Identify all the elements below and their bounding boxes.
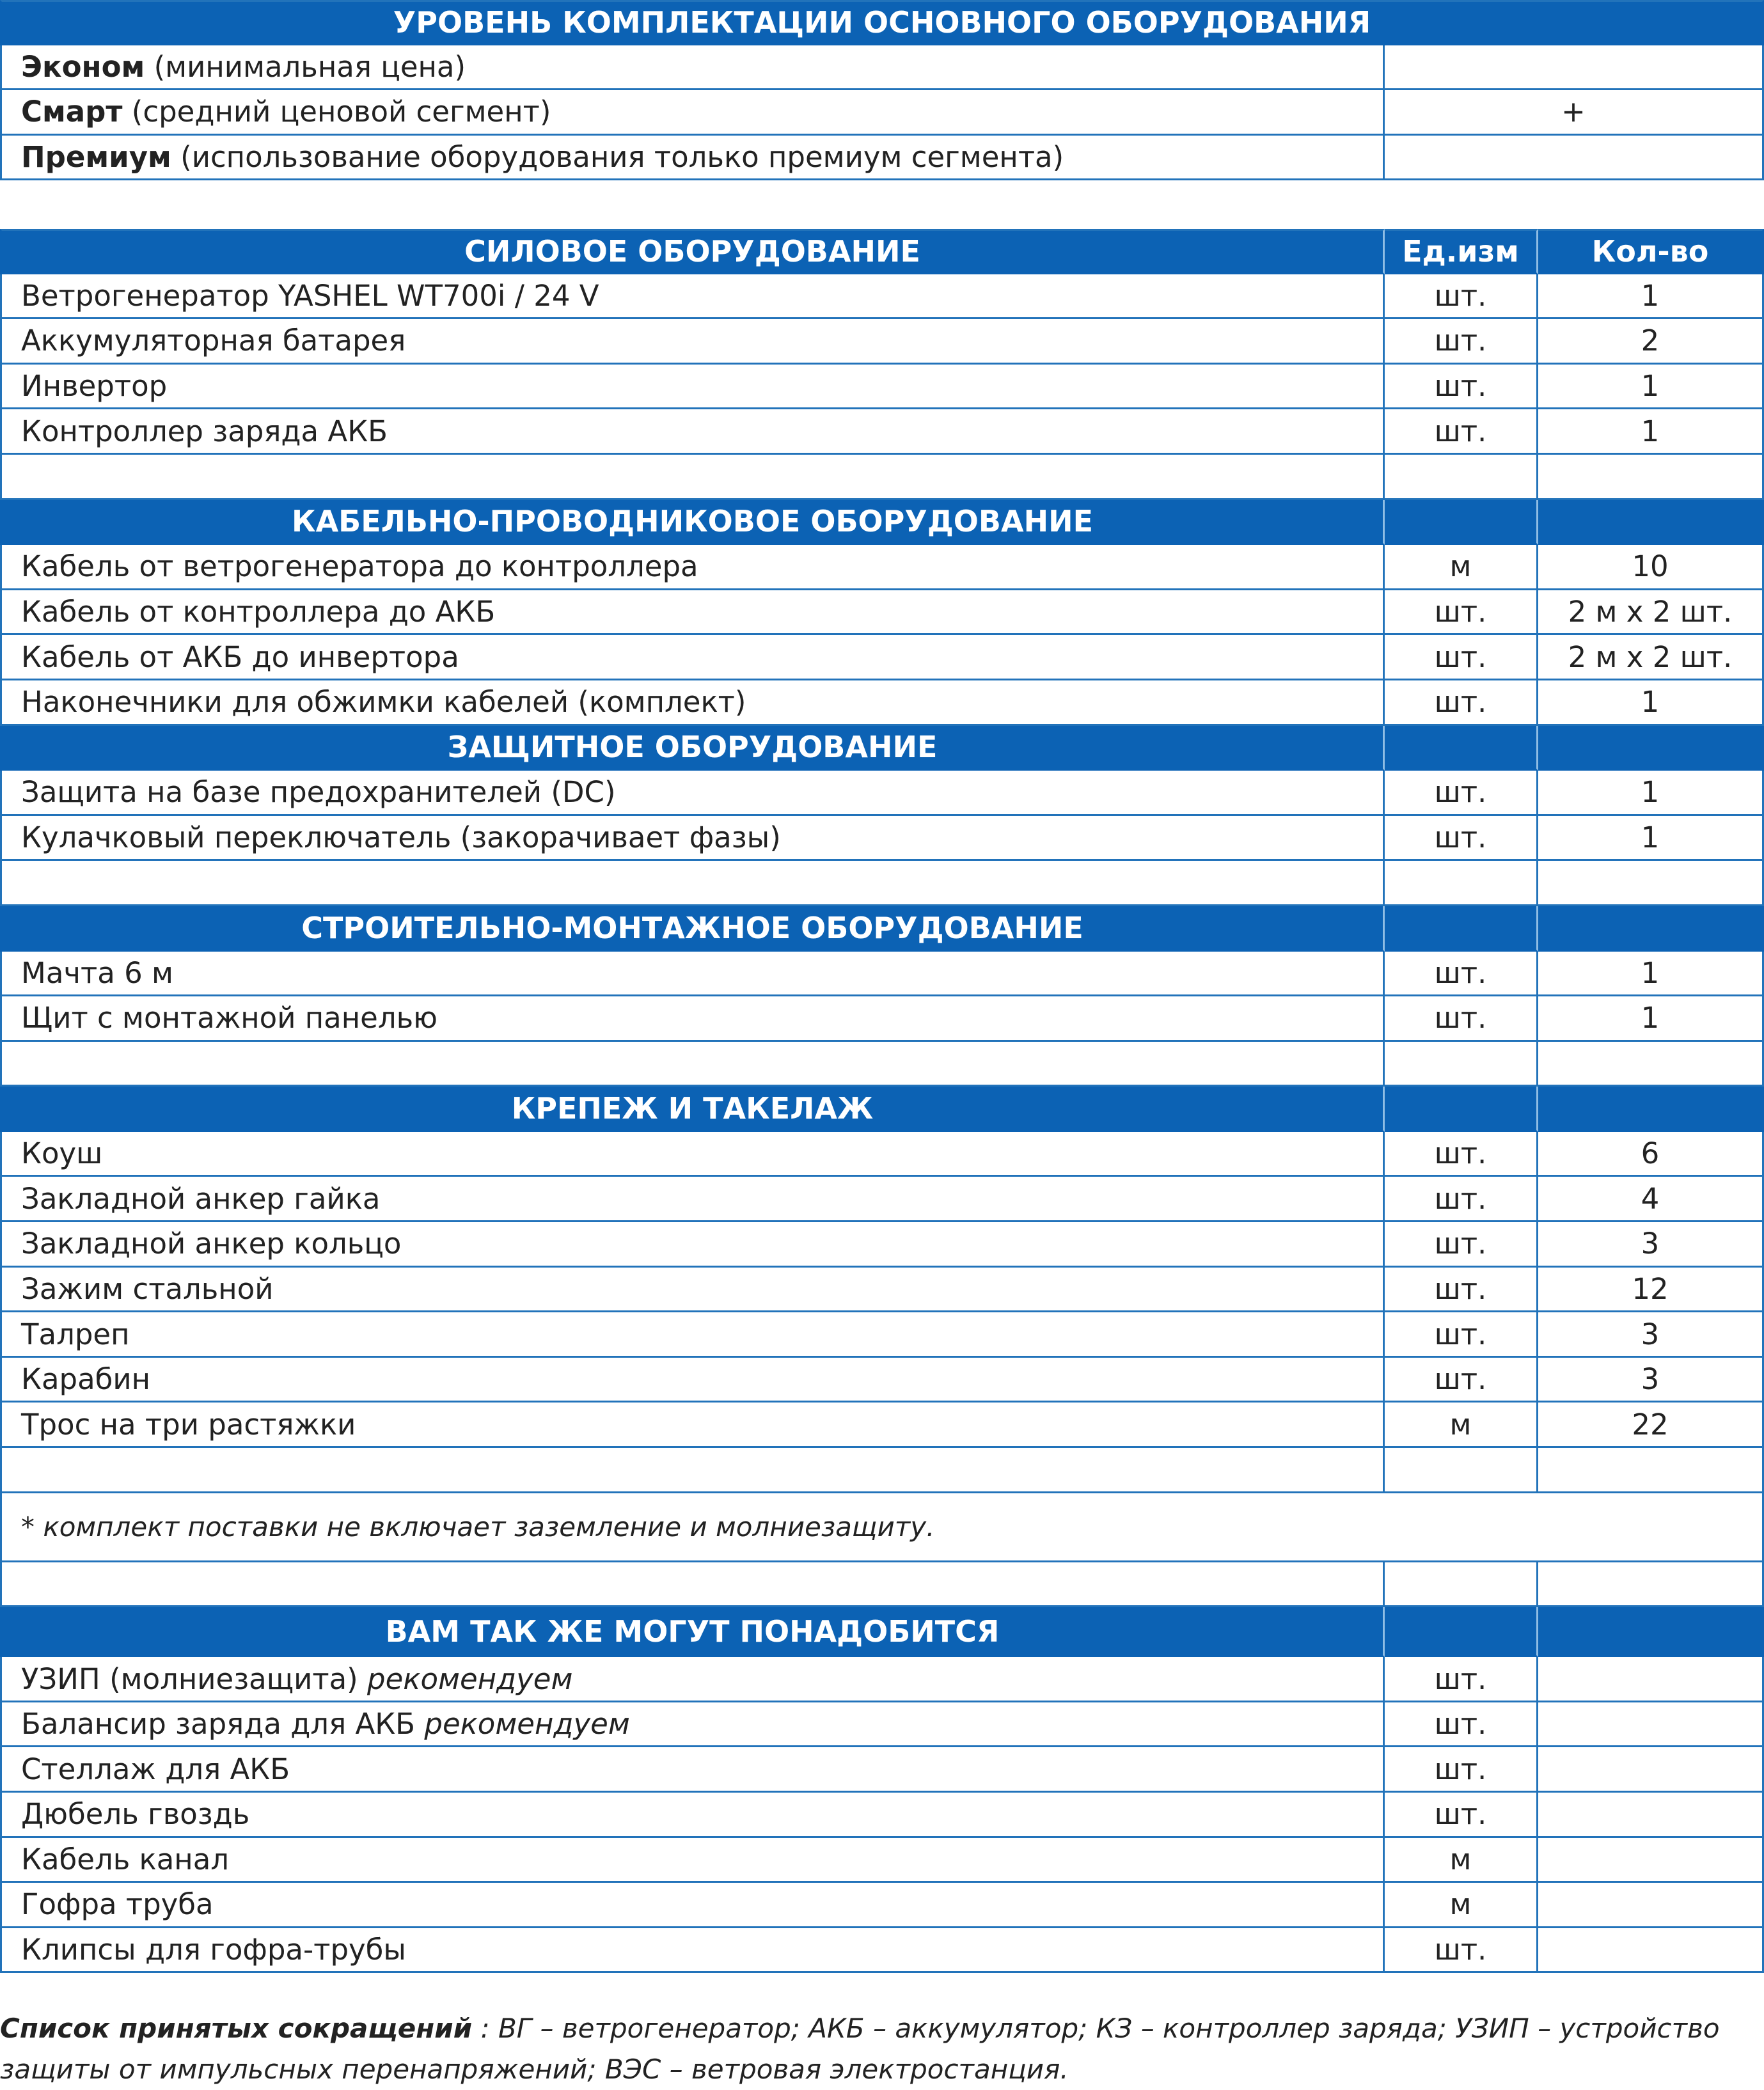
item-qty <box>1538 1793 1764 1838</box>
level-desc: (использование оборудования только премиум сегмента) <box>180 140 1064 175</box>
header-spacer <box>1385 1087 1538 1132</box>
level-desc: (минимальная цена) <box>154 49 466 84</box>
level-name: Смарт <box>21 95 123 129</box>
item-name-cell <box>0 1702 1385 1748</box>
empty-cell <box>0 455 1385 500</box>
table-row <box>0 1657 1764 1702</box>
item-qty <box>1538 1702 1764 1748</box>
table-row <box>0 1177 1764 1222</box>
item-name: Зажим стальной <box>0 1268 1385 1313</box>
empty-row <box>0 1448 1764 1493</box>
item-qty: 22 <box>1538 1402 1764 1448</box>
item-name: Клипсы для гофра-трубы <box>0 1928 1385 1974</box>
item-name: Карабин <box>0 1358 1385 1403</box>
item-unit: шт. <box>1385 1177 1538 1222</box>
item-name: Наконечники для обжимки кабелей (комплект) <box>0 680 1385 726</box>
header-spacer <box>1385 726 1538 771</box>
table-row <box>0 1358 1764 1403</box>
item-name: Кабель канал <box>0 1838 1385 1883</box>
empty-cell <box>1385 1042 1538 1087</box>
item-name: Щит с монтажной панелью <box>0 996 1385 1042</box>
level-header-row <box>0 0 1764 45</box>
level-desc: (средний ценовой сегмент) <box>131 95 551 129</box>
item-name: Закладной анкер гайка <box>0 1177 1385 1222</box>
protect-header: ЗАЩИТНОЕ ОБОРУДОВАНИЕ <box>0 726 1385 771</box>
item-unit: шт. <box>1385 365 1538 410</box>
empty-row <box>0 1042 1764 1087</box>
header-spacer <box>1538 500 1764 546</box>
table-row <box>0 771 1764 816</box>
item-qty: 1 <box>1538 680 1764 726</box>
cable-header: КАБЕЛЬНО-ПРОВОДНИКОВОЕ ОБОРУДОВАНИЕ <box>0 500 1385 546</box>
item-qty <box>1538 1928 1764 1974</box>
item-unit: шт. <box>1385 1657 1538 1702</box>
power-header-row <box>0 229 1764 274</box>
unit-column-header: Ед.изм <box>1385 229 1538 274</box>
table-row <box>0 1312 1764 1358</box>
empty-cell <box>0 861 1385 906</box>
table-row <box>0 1132 1764 1177</box>
header-spacer <box>1385 500 1538 546</box>
table-row <box>0 274 1764 320</box>
table-row <box>0 1747 1764 1793</box>
item-unit: шт. <box>1385 1702 1538 1748</box>
footer-line-1 <box>0 2008 1764 2049</box>
item-name-cell <box>0 1657 1385 1702</box>
table-row <box>0 365 1764 410</box>
item-name: Мачта 6 м <box>0 952 1385 997</box>
header-spacer <box>1538 1087 1764 1132</box>
cable-header-row <box>0 500 1764 546</box>
item-unit: м <box>1385 545 1538 590</box>
level-name-cell <box>0 90 1385 136</box>
footer-text-1: : ВГ – ветрогенератор; АКБ – аккумулятор; КЗ – контроллер заряда; УЗИП – устройство <box>472 2013 1720 2044</box>
table-row <box>0 1402 1764 1448</box>
build-header-row <box>0 906 1764 952</box>
item-name: Контроллер заряда АКБ <box>0 409 1385 455</box>
extra-header: ВАМ ТАК ЖЕ МОГУТ ПОНАДОБИТСЯ <box>0 1607 1385 1657</box>
item-qty: 1 <box>1538 816 1764 861</box>
item-unit: шт. <box>1385 1928 1538 1974</box>
item-qty: 2 <box>1538 319 1764 365</box>
item-unit: шт. <box>1385 409 1538 455</box>
item-qty: 6 <box>1538 1132 1764 1177</box>
table-row <box>0 952 1764 997</box>
item-unit: м <box>1385 1838 1538 1883</box>
table-row <box>0 1222 1764 1268</box>
abbreviations-footer <box>0 2008 1764 2090</box>
header-spacer <box>1538 906 1764 952</box>
empty-cell <box>1385 455 1538 500</box>
level-name: Премиум <box>21 140 171 175</box>
level-name-cell <box>0 136 1385 181</box>
item-unit: м <box>1385 1402 1538 1448</box>
item-qty: 1 <box>1538 409 1764 455</box>
extra-header-row <box>0 1607 1764 1657</box>
table-row <box>0 319 1764 365</box>
recommend-tag: рекомендуем <box>367 1662 573 1696</box>
level-mark <box>1385 136 1764 181</box>
item-name: Талреп <box>0 1312 1385 1358</box>
item-qty: 10 <box>1538 545 1764 590</box>
footer-text-2: защиты от импульсных перенапряжений; ВЭС – ветровая электростанция. <box>0 2054 1069 2085</box>
item-qty <box>1538 1883 1764 1928</box>
empty-cell <box>1538 1562 1764 1608</box>
level-name-cell <box>0 45 1385 91</box>
table-row <box>0 1928 1764 1974</box>
item-unit: шт. <box>1385 319 1538 365</box>
item-name: Балансир заряда для АКБ <box>21 1707 416 1741</box>
item-name: Кулачковый переключатель (закорачивает фазы) <box>0 816 1385 861</box>
item-qty: 1 <box>1538 274 1764 320</box>
empty-cell <box>0 1562 1385 1608</box>
level-name: Эконом <box>21 49 145 84</box>
empty-cell <box>1385 1448 1538 1493</box>
item-unit: шт. <box>1385 1747 1538 1793</box>
item-name: Кабель от АКБ до инвертора <box>0 635 1385 680</box>
empty-row <box>0 1562 1764 1608</box>
level-row-econom <box>0 45 1764 91</box>
power-header: СИЛОВОЕ ОБОРУДОВАНИЕ <box>0 229 1385 274</box>
empty-cell <box>1385 861 1538 906</box>
item-qty <box>1538 1657 1764 1702</box>
header-spacer <box>1385 906 1538 952</box>
level-mark: + <box>1385 90 1764 136</box>
item-unit: шт. <box>1385 1793 1538 1838</box>
table-row <box>0 680 1764 726</box>
level-mark <box>1385 45 1764 91</box>
equipment-table <box>0 229 1764 1973</box>
item-name: Кабель от ветрогенератора до контроллера <box>0 545 1385 590</box>
item-qty: 4 <box>1538 1177 1764 1222</box>
note-row <box>0 1493 1764 1562</box>
empty-row <box>0 861 1764 906</box>
item-unit: шт. <box>1385 996 1538 1042</box>
table-row <box>0 1793 1764 1838</box>
item-name: Стеллаж для АКБ <box>0 1747 1385 1793</box>
table-row <box>0 1838 1764 1883</box>
header-spacer <box>1538 726 1764 771</box>
item-name: Коуш <box>0 1132 1385 1177</box>
table-row <box>0 635 1764 680</box>
level-row-smart <box>0 90 1764 136</box>
item-unit: шт. <box>1385 1222 1538 1268</box>
item-qty: 3 <box>1538 1358 1764 1403</box>
item-qty: 1 <box>1538 996 1764 1042</box>
item-unit: шт. <box>1385 952 1538 997</box>
item-unit: шт. <box>1385 1268 1538 1313</box>
item-unit: шт. <box>1385 771 1538 816</box>
item-qty: 3 <box>1538 1312 1764 1358</box>
table-row <box>0 545 1764 590</box>
level-table <box>0 0 1764 180</box>
empty-cell <box>1538 861 1764 906</box>
item-name: Ветрогенератор YASHEL WT700i / 24 V <box>0 274 1385 320</box>
table-row <box>0 409 1764 455</box>
item-name: Инвертор <box>0 365 1385 410</box>
item-name: УЗИП (молниезащита) <box>21 1662 358 1696</box>
build-header: СТРОИТЕЛЬНО-МОНТАЖНОЕ ОБОРУДОВАНИЕ <box>0 906 1385 952</box>
qty-column-header: Кол-во <box>1538 229 1764 274</box>
item-unit: м <box>1385 1883 1538 1928</box>
protect-header-row <box>0 726 1764 771</box>
item-name: Защита на базе предохранителей (DC) <box>0 771 1385 816</box>
item-qty: 2 м х 2 шт. <box>1538 590 1764 636</box>
table-row <box>0 1883 1764 1928</box>
empty-row <box>0 455 1764 500</box>
empty-cell <box>1538 1042 1764 1087</box>
item-unit: шт. <box>1385 1132 1538 1177</box>
table-row <box>0 816 1764 861</box>
footer-label: Список принятых сокращений <box>0 2013 473 2044</box>
item-unit: шт. <box>1385 1358 1538 1403</box>
item-qty: 1 <box>1538 952 1764 997</box>
item-qty: 2 м х 2 шт. <box>1538 635 1764 680</box>
recommend-tag: рекомендуем <box>424 1707 630 1741</box>
item-name: Трос на три растяжки <box>0 1402 1385 1448</box>
table-row <box>0 1268 1764 1313</box>
item-qty: 1 <box>1538 771 1764 816</box>
header-spacer <box>1385 1607 1538 1657</box>
item-unit: шт. <box>1385 680 1538 726</box>
item-unit: шт. <box>1385 816 1538 861</box>
empty-cell <box>0 1042 1385 1087</box>
empty-cell <box>0 1448 1385 1493</box>
empty-cell <box>1538 1448 1764 1493</box>
empty-cell <box>1538 455 1764 500</box>
item-name: Аккумуляторная батарея <box>0 319 1385 365</box>
item-unit: шт. <box>1385 274 1538 320</box>
item-unit: шт. <box>1385 635 1538 680</box>
item-qty <box>1538 1747 1764 1793</box>
item-qty: 3 <box>1538 1222 1764 1268</box>
delivery-note: * комплект поставки не включает заземление и молниезащиту. <box>0 1493 1764 1562</box>
item-name: Кабель от контроллера до АКБ <box>0 590 1385 636</box>
table-row <box>0 1702 1764 1748</box>
item-name: Дюбель гвоздь <box>0 1793 1385 1838</box>
level-header: УРОВЕНЬ КОМПЛЕКТАЦИИ ОСНОВНОГО ОБОРУДОВАНИЯ <box>0 0 1764 45</box>
table-row <box>0 590 1764 636</box>
fasten-header: КРЕПЕЖ И ТАКЕЛАЖ <box>0 1087 1385 1132</box>
item-name: Гофра труба <box>0 1883 1385 1928</box>
table-row <box>0 996 1764 1042</box>
empty-cell <box>1385 1562 1538 1608</box>
item-unit: шт. <box>1385 590 1538 636</box>
header-spacer <box>1538 1607 1764 1657</box>
item-qty <box>1538 1838 1764 1883</box>
level-row-premium <box>0 136 1764 181</box>
item-unit: шт. <box>1385 1312 1538 1358</box>
item-qty: 1 <box>1538 365 1764 410</box>
fasten-header-row <box>0 1087 1764 1132</box>
item-qty: 12 <box>1538 1268 1764 1313</box>
item-name: Закладной анкер кольцо <box>0 1222 1385 1268</box>
